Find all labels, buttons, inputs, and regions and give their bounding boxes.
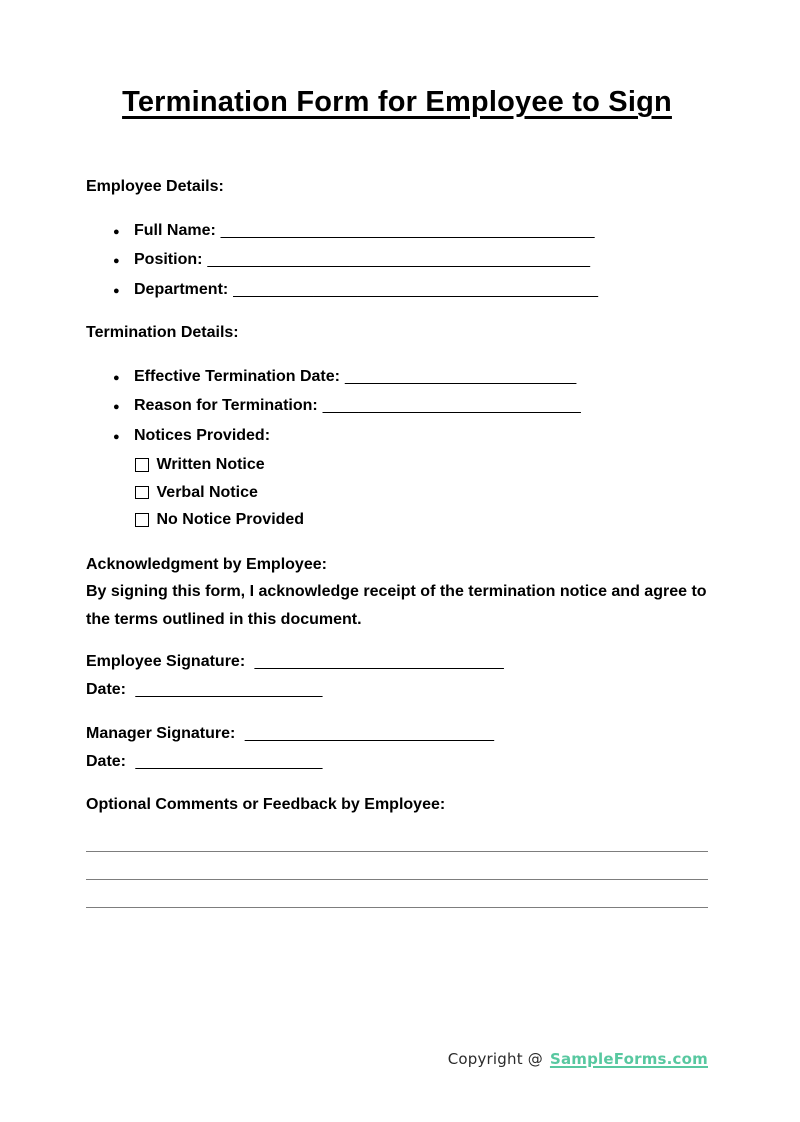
field-effective-termination-date (86, 363, 708, 393)
field-label: Notices Provided: (134, 426, 271, 444)
document-page (0, 86, 800, 1122)
manager-signature-line (86, 720, 708, 748)
copyright-text: Copyright @ (447, 1050, 543, 1068)
comments-area (86, 824, 708, 908)
blank-line: ____________________________ (244, 725, 494, 742)
blank-line: __________________________________________ (220, 221, 595, 239)
field-label: Department: (134, 280, 229, 298)
comment-line (86, 880, 708, 908)
manager-signature-block (86, 720, 708, 775)
checkbox-label: Verbal Notice (156, 483, 258, 501)
blank-line: _____________________ (135, 680, 323, 698)
blank-line: _____________________________ (322, 397, 581, 414)
bullet-icon: ● (113, 284, 120, 297)
checkbox-icon[interactable] (135, 486, 149, 500)
checkbox-row-verbal-notice (86, 479, 708, 507)
field-label: Position: (134, 251, 203, 268)
employee-details-list (86, 217, 708, 306)
bullet-icon: ● (113, 401, 120, 413)
employee-details-heading: Employee Details: (86, 178, 224, 195)
employee-signature-block (86, 648, 708, 703)
bullet-icon: ● (113, 371, 120, 384)
checkbox-row-no-notice-provided (86, 506, 708, 534)
blank-line: ___________________________________________ (207, 251, 591, 268)
blank-line: ____________________________ (254, 653, 504, 670)
blank-line: _________________________________________ (233, 280, 599, 298)
field-position (86, 246, 708, 276)
document-title: Termination Form for Employee to Sign (122, 86, 672, 118)
checkbox-row-written-notice (86, 451, 708, 479)
date-label: Date: (86, 680, 127, 698)
employee-signature-line (86, 648, 708, 676)
field-department (86, 276, 708, 306)
field-reason-for-termination (86, 392, 708, 422)
manager-date-line (86, 748, 708, 776)
comment-line (86, 852, 708, 880)
sampleforms-link[interactable]: SampleForms.com (549, 1050, 708, 1068)
bullet-icon: ● (113, 225, 120, 238)
field-full-name (86, 217, 708, 247)
checkbox-icon[interactable] (135, 513, 149, 527)
bullet-icon: ● (113, 255, 120, 267)
field-label: Effective Termination Date: (134, 367, 340, 385)
signature-label: Employee Signature: (86, 653, 246, 670)
checkbox-label: Written Notice (156, 456, 265, 473)
blank-line: _____________________ (135, 752, 323, 770)
field-label: Full Name: (134, 221, 216, 239)
acknowledgment-text: By signing this form, I acknowledge receipt of the termination notice and agree to the terms outlined in this document. (86, 583, 707, 628)
signature-label: Manager Signature: (86, 725, 236, 742)
field-notices-provided (86, 422, 708, 452)
blank-line: __________________________ (344, 367, 577, 385)
comments-heading: Optional Comments or Feedback by Employee: (86, 796, 446, 813)
field-label: Reason for Termination: (134, 397, 318, 414)
termination-details-heading: Termination Details: (86, 324, 239, 341)
checkbox-label: No Notice Provided (156, 511, 305, 528)
date-label: Date: (86, 752, 127, 770)
footer (448, 1050, 708, 1068)
employee-date-line (86, 676, 708, 704)
termination-details-list (86, 363, 708, 452)
acknowledgment-heading: Acknowledgment by Employee: (86, 555, 327, 573)
comment-line (86, 824, 708, 852)
bullet-icon: ● (113, 430, 120, 443)
checkbox-icon[interactable] (135, 458, 149, 472)
